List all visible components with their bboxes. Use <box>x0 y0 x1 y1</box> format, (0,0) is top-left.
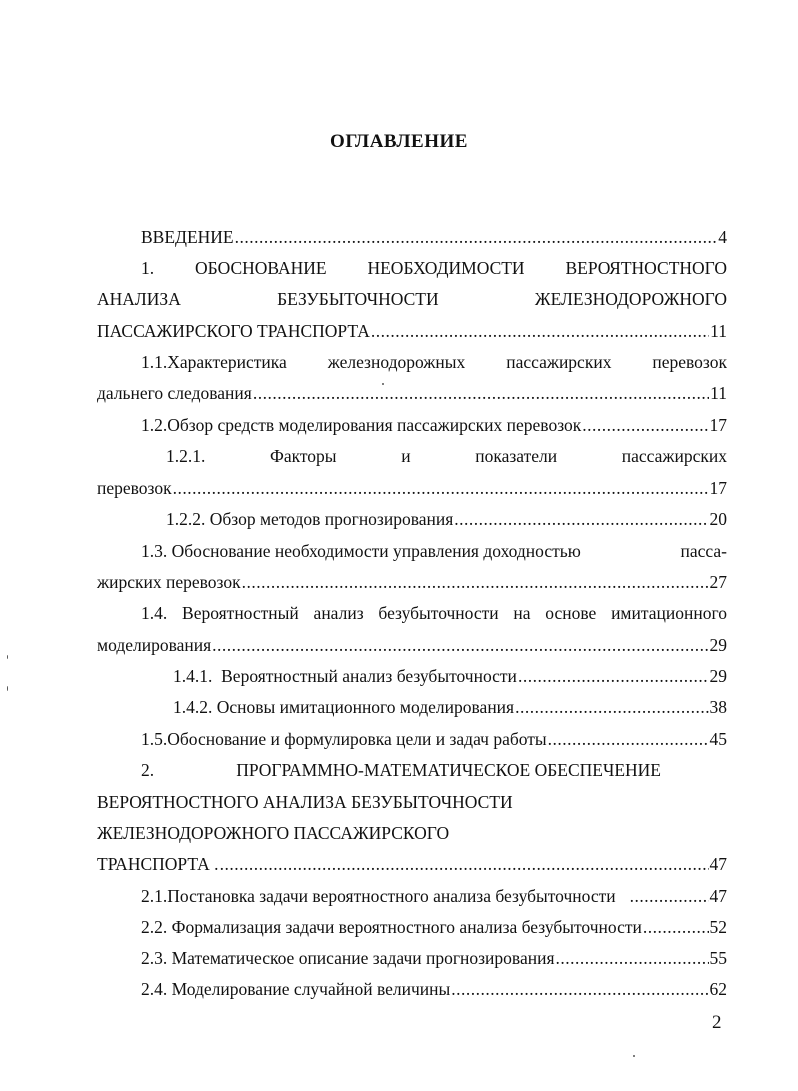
toc-entry-2-4[interactable]: 2.4. Моделирование случайной величины ..... 62 <box>141 977 727 1001</box>
scan-speck <box>7 655 8 659</box>
toc-entry-2-3[interactable]: 2.3. Математическое описание задачи прогнозирования ..... 55 <box>141 946 727 970</box>
toc-page-number: 62 <box>709 979 727 999</box>
toc-entry-1-4-1[interactable]: 1.4.1. Вероятностный анализ безубыточности ..... 29 <box>173 664 727 688</box>
toc-entry-1-4-line-2[interactable]: моделирования ..... 29 <box>97 633 727 657</box>
toc-entry-1-2-1-line-1[interactable]: 1.2.1. Факторы и показатели пассажирских <box>166 446 727 466</box>
toc-entry-chapter-2-line-2[interactable]: ВЕРОЯТНОСТНОГО АНАЛИЗА БЕЗУБЫТОЧНОСТИ <box>97 792 513 812</box>
toc-page-number: 27 <box>709 572 727 592</box>
toc-page-number: 55 <box>709 948 727 968</box>
scan-speck <box>382 383 384 385</box>
toc-entry-1-3-line-2[interactable]: жирских перевозок ..... 27 <box>97 570 727 594</box>
toc-entry-1-1-line-1[interactable]: 1.1.Характеристика железнодорожных пассажирских перевозок <box>141 352 727 372</box>
page-title: ОГЛАВЛЕНИЕ <box>330 131 468 152</box>
page-number: 2 <box>712 1012 722 1033</box>
toc-entry-chapter-2-line-3[interactable]: ЖЕЛЕЗНОДОРОЖНОГО ПАССАЖИРСКОГО <box>97 823 450 843</box>
toc-page-number: 17 <box>709 478 727 498</box>
toc-page-number: 17 <box>709 415 727 435</box>
toc-page-number: 29 <box>709 666 727 686</box>
toc-page-number: 38 <box>709 697 727 717</box>
toc-page-number: 20 <box>709 509 727 529</box>
toc-page-number: 47 <box>709 854 727 874</box>
toc-page-number: 11 <box>710 383 727 403</box>
toc-entry-1-2[interactable]: 1.2.Обзор средств моделирования пассажирских перевозок ..... 17 <box>141 413 727 437</box>
toc-entry-chapter-1-line-3[interactable]: ПАССАЖИРСКОГО ТРАНСПОРТА ..... 11 <box>97 319 727 343</box>
scan-speck <box>7 686 8 691</box>
toc-entry-2-2[interactable]: 2.2. Формализация задачи вероятностного анализа безубыточности ..... 52 <box>141 915 727 939</box>
toc-entry-chapter-2-line-1[interactable]: 2. ПРОГРАММНО-МАТЕМАТИЧЕСКОЕ ОБЕСПЕЧЕНИЕ <box>141 760 661 780</box>
toc-entry-1-2-2[interactable]: 1.2.2. Обзор методов прогнозирования ..... 20 <box>166 507 727 531</box>
toc-entry-1-3-line-1[interactable]: 1.3. Обоснование необходимости управления доходностью пасса- <box>141 541 727 561</box>
toc-entry-chapter-2-line-4[interactable]: ТРАНСПОРТА . ..... 47 <box>97 852 727 876</box>
toc-entry-chapter-1-line-2[interactable]: АНАЛИЗА БЕЗУБЫТОЧНОСТИ ЖЕЛЕЗНОДОРОЖНОГО <box>97 289 727 309</box>
toc-entry-1-2-1-line-2[interactable]: перевозок ..... 17 <box>97 476 727 500</box>
toc-entry-chapter-1-line-1[interactable]: 1. ОБОСНОВАНИЕ НЕОБХОДИМОСТИ ВЕРОЯТНОСТНОГО <box>141 258 727 278</box>
toc-page-number: 45 <box>709 729 727 749</box>
scan-speck <box>633 1055 635 1057</box>
toc-entry-1-4-line-1[interactable]: 1.4. Вероятностный анализ безубыточности на основе имитационного <box>141 603 727 623</box>
toc-entry-1-4-2[interactable]: 1.4.2. Основы имитационного моделирования ..... 38 <box>173 695 727 719</box>
toc-page-number: 52 <box>709 917 727 937</box>
toc-page-number: 29 <box>709 635 727 655</box>
toc-entry-2-1[interactable]: 2.1.Постановка задачи вероятностного анализа безубыточности ..... 47 <box>141 884 727 908</box>
toc-page-number: 4 <box>718 227 727 247</box>
toc-entry-introduction[interactable]: ВВЕДЕНИЕ ..... 4 <box>141 225 727 249</box>
toc-page-number: 11 <box>710 321 727 341</box>
toc-page-number: 47 <box>709 886 727 906</box>
toc-entry-1-5[interactable]: 1.5.Обоснование и формулировка цели и задач работы ..... 45 <box>141 727 727 751</box>
toc-entry-1-1-line-2[interactable]: дальнего следования ..... 11 <box>97 381 727 405</box>
